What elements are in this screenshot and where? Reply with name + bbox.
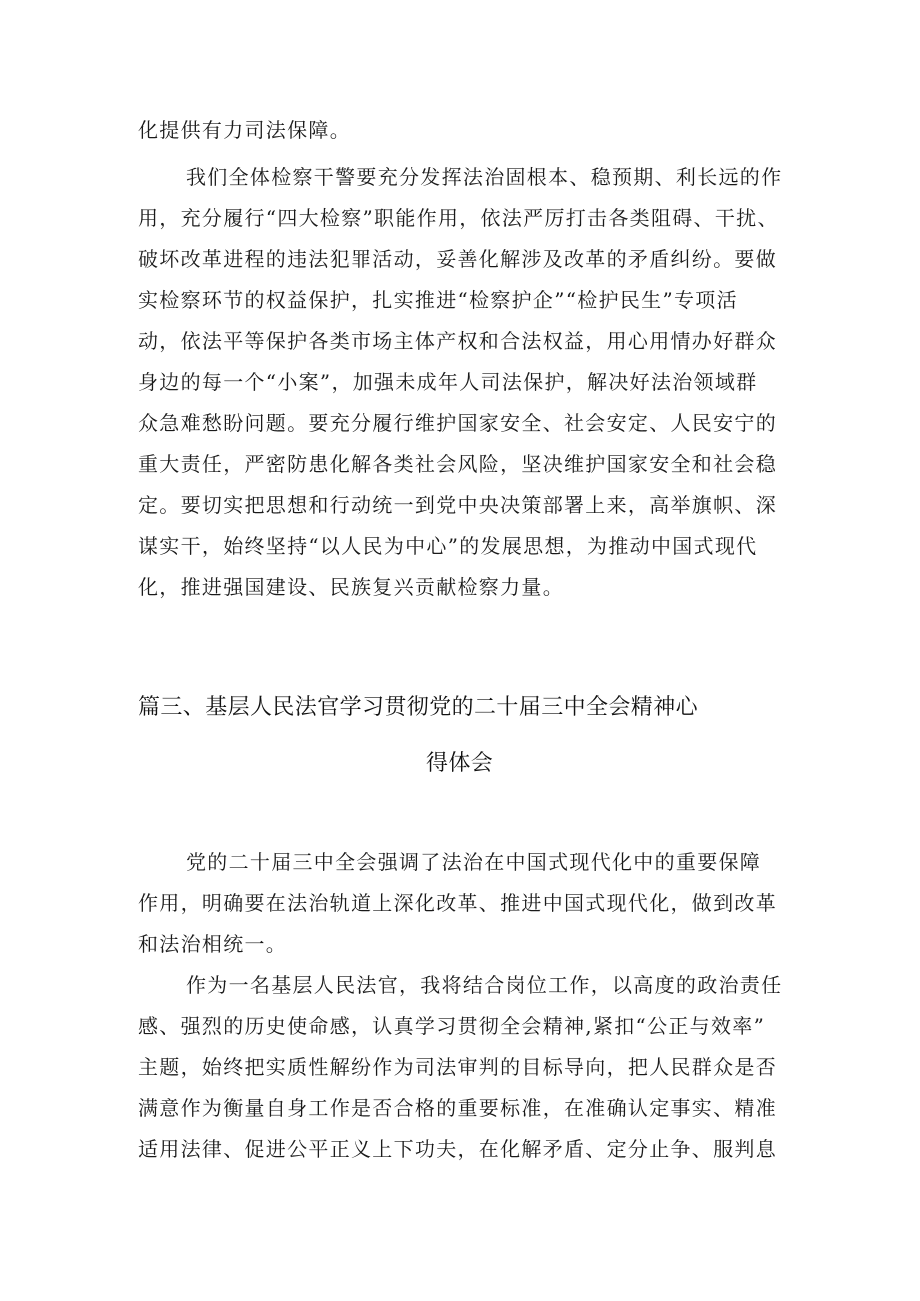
paragraph-line: 适用法律、促进公平正义上下功夫，在化解矛盾、定分止争、服判息 — [138, 1137, 777, 1161]
paragraph-line: 感、强烈的历史使命感，认真学习贯彻全会精神,紧扣“公正与效率” — [138, 1014, 766, 1038]
paragraph-line: 主题，始终把实质性解纷作为司法审判的目标导向，把人民群众是否 — [138, 1055, 777, 1079]
paragraph-line: 众急难愁盼问题。要充分履行维护国家安全、社会安定、人民安宁的 — [138, 411, 777, 435]
paragraph-line: 破坏改革进程的违法犯罪活动，妥善化解涉及改革的矛盾纠纷。要做 — [138, 247, 777, 271]
paragraph-line: 身边的每一个“小案”，加强未成年人司法保护，解决好法治领域群 — [138, 370, 758, 394]
paragraph-line: 动，依法平等保护各类市场主体产权和合法权益，用心用情办好群众 — [138, 329, 777, 353]
paragraph-line: 化提供有力司法保障。 — [138, 118, 351, 142]
paragraph-line: 谋实干，始终坚持“以人民为中心”的发展思想，为推动中国式现代 — [138, 534, 758, 558]
paragraph-line: 和法治相统一。 — [138, 932, 288, 956]
paragraph-line: 我们全体检察干警要充分发挥法治固根本、稳预期、利长远的作 — [186, 165, 783, 189]
paragraph-line: 党的二十届三中全会强调了法治在中国式现代化中的重要保障 — [186, 850, 762, 874]
paragraph-line: 作用，明确要在法治轨道上深化改革、推进中国式现代化，做到改革 — [138, 891, 777, 915]
paragraph-line: 实检察环节的权益保护，扎实推进“检察护企”“检护民生”专项活 — [138, 288, 738, 312]
paragraph-line: 化，推进强国建设、民族复兴贡献检察力量。 — [138, 575, 564, 599]
section-heading: 篇三、基层人民法官学习贯彻党的二十届三中全会精神心 — [138, 695, 699, 720]
paragraph-line: 满意作为衡量自身工作是否合格的重要标准，在准确认定事实、精准 — [138, 1096, 777, 1120]
paragraph-line: 作为一名基层人民法官，我将结合岗位工作，以高度的政治责任 — [186, 973, 783, 997]
paragraph-line: 定。要切实把思想和行动统一到党中央决策部署上来，高举旗帜、深 — [138, 493, 777, 517]
section-heading-continued: 得体会 — [426, 751, 494, 776]
paragraph-line: 用，充分履行“四大检察”职能作用，依法严厉打击各类阻碍、干扰、 — [138, 206, 779, 230]
paragraph-line: 重大责任，严密防患化解各类社会风险，坚决维护国家安全和社会稳 — [138, 452, 777, 476]
